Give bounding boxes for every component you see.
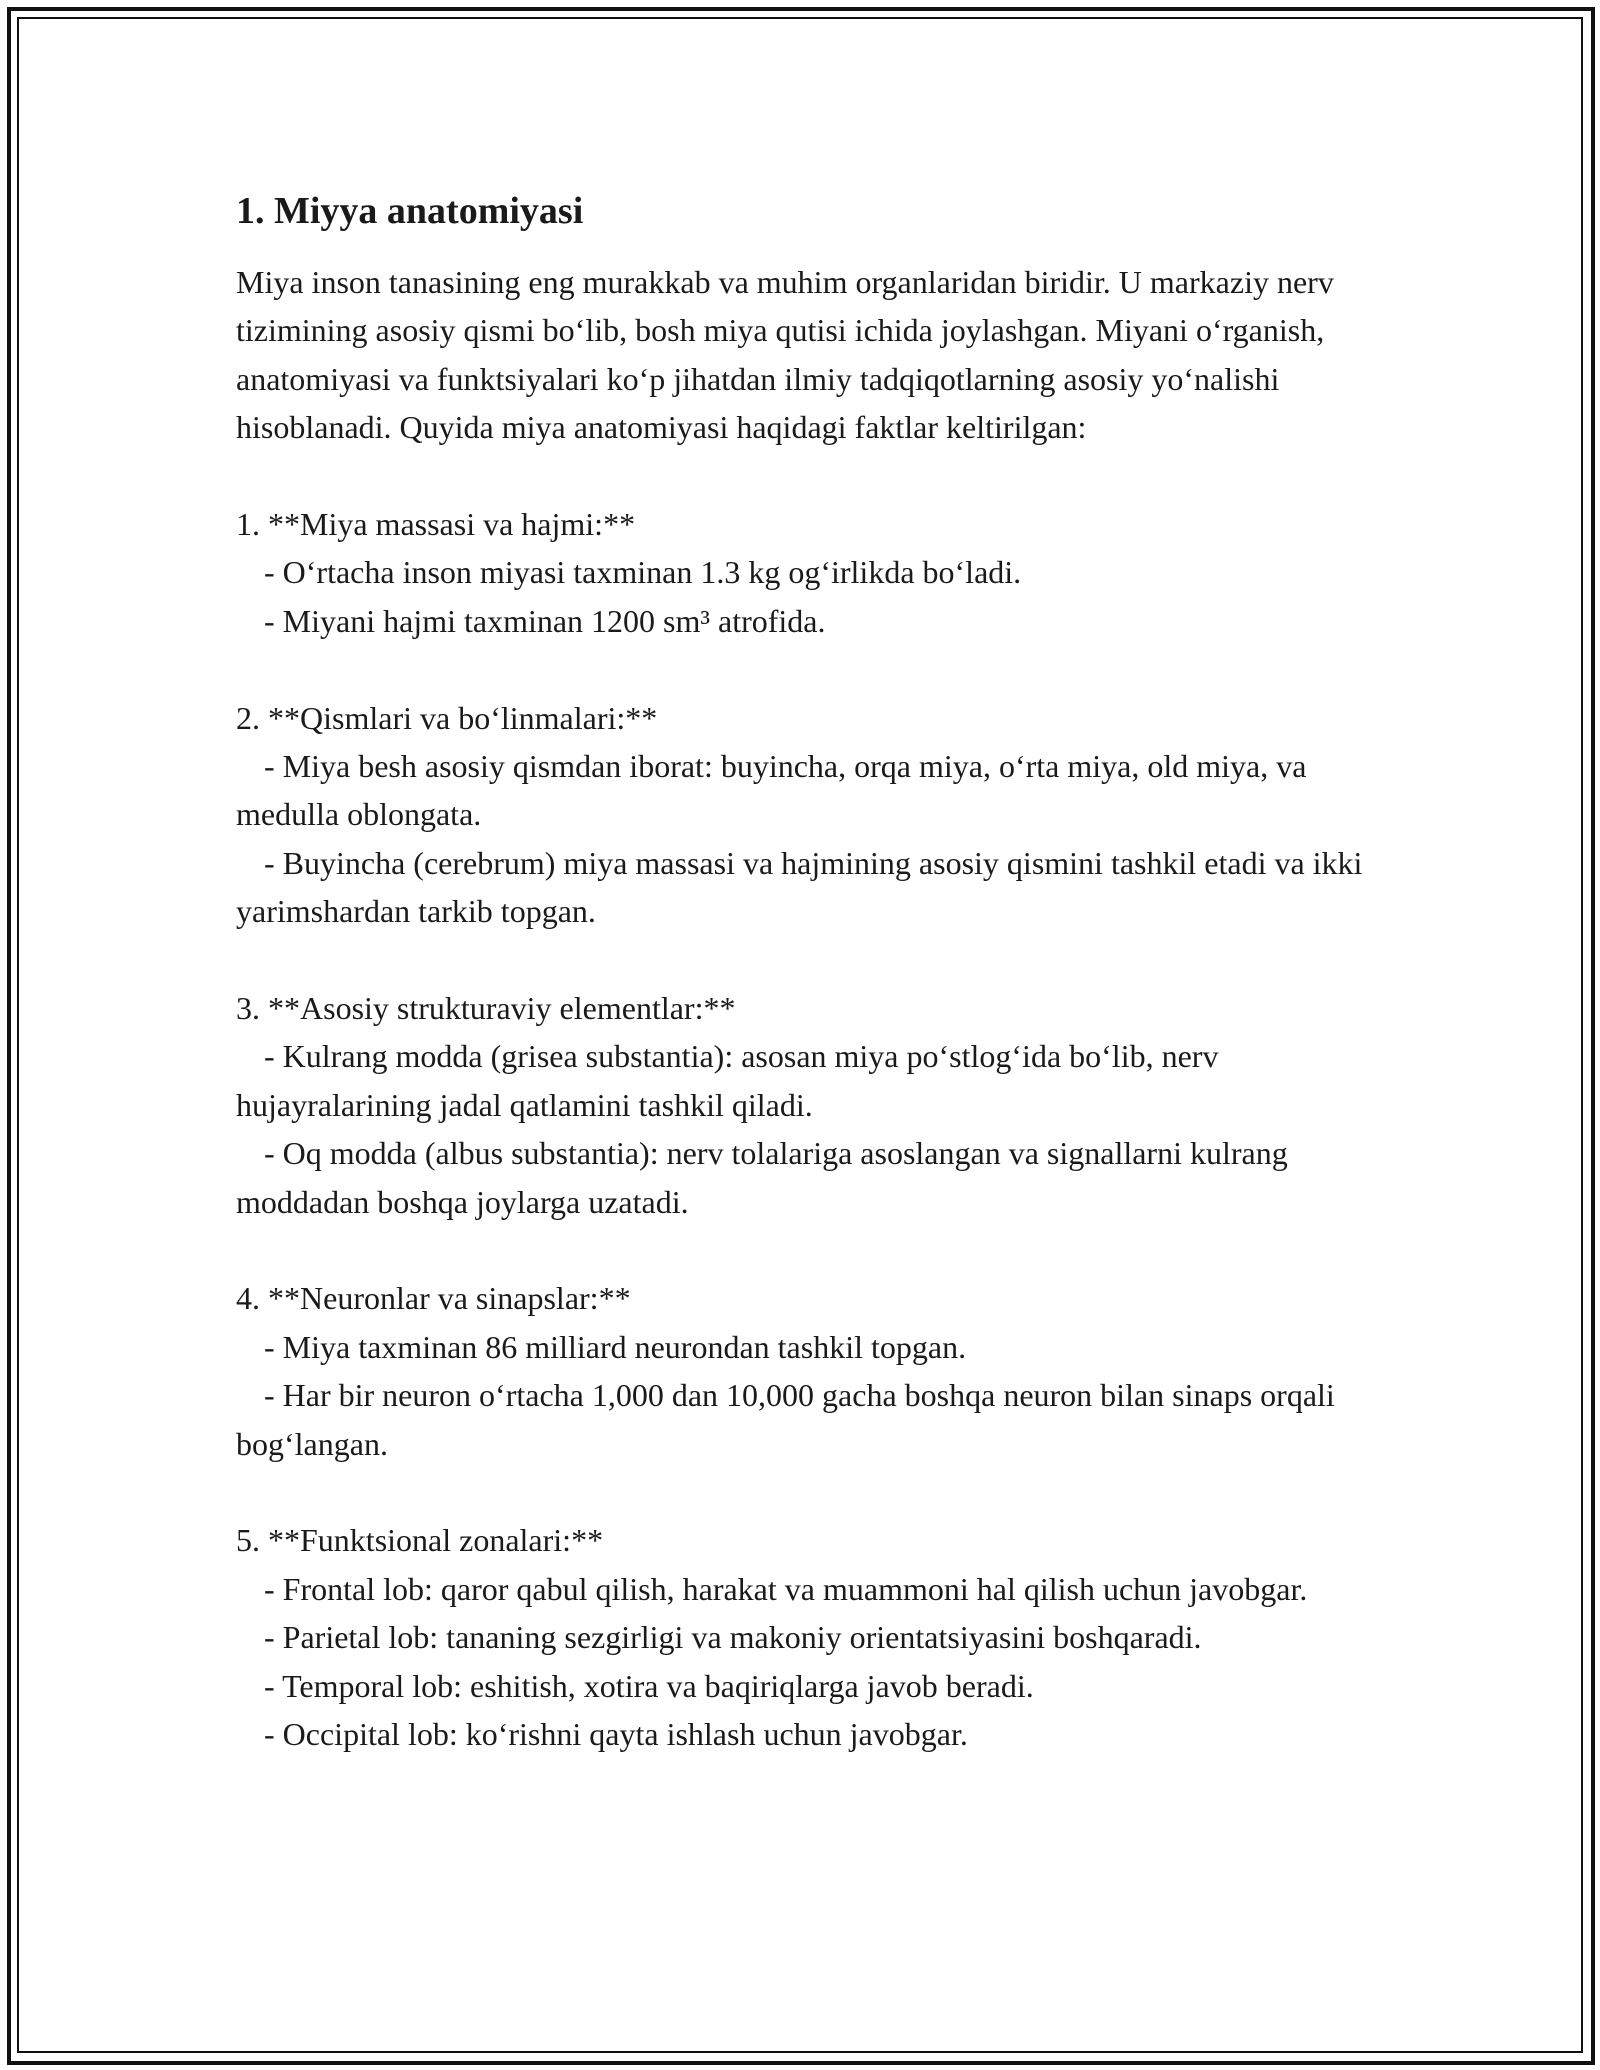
spacer: [236, 1468, 1366, 1516]
intro-paragraph: Miya inson tanasining eng murakkab va muhim organlaridan biridir. U markaziy nerv tizimining asosiy qismi bo‘lib, bosh miya qutisi ichida joylashgan. Miyani o‘rganish, anatomiyasi va funktsiyalari ko‘p jihatdan ilmiy tadqiqotlarning asosiy yo‘nalishi hisoblanadi. Quyida miya anatomiyasi haqidagi faktlar keltirilgan:: [236, 264, 1334, 446]
section-1: [236, 500, 1366, 645]
section-2: [236, 694, 1366, 936]
list-item: - Har bir neuron o‘rtacha 1,000 dan 10,000 gacha boshqa neuron bilan sinaps orqali bog‘langan.: [236, 1377, 1335, 1462]
section-3: [236, 984, 1366, 1226]
list-item: - O‘rtacha inson miyasi taxminan 1.3 kg og‘irlikda bo‘ladi.: [264, 554, 1022, 591]
list-item: - Miya taxminan 86 milliard neurondan tashkil topgan.: [264, 1328, 967, 1365]
document-body: [236, 184, 1366, 1759]
list-item: - Temporal lob: eshitish, xotira va baqiriqlarga javob beradi.: [264, 1667, 1034, 1704]
section-heading: 1. **Miya massasi va hajmi:**: [236, 506, 636, 543]
spacer: [236, 1226, 1366, 1274]
list-item: - Parietal lob: tananing sezgirligi va makoniy orientatsiyasini boshqaradi.: [264, 1619, 1202, 1656]
section-heading: 3. **Asosiy strukturaviy elementlar:**: [236, 990, 736, 1027]
list-item: - Kulrang modda (grisea substantia): asosan miya po‘stlog‘ida bo‘lib, nerv hujayralarining jadal qatlamini tashkil qiladi.: [236, 1038, 1219, 1123]
spacer: [236, 936, 1366, 984]
spacer: [236, 645, 1366, 693]
list-item: - Occipital lob: ko‘rishni qayta ishlash uchun javobgar.: [264, 1716, 968, 1753]
document-title: 1. Miyya anatomiyasi: [236, 190, 584, 232]
section-5: [236, 1516, 1366, 1758]
list-item: - Buyincha (cerebrum) miya massasi va hajmining asosiy qismini tashkil etadi va ikki yarimshardan tarkib topgan.: [236, 844, 1363, 930]
section-heading: 5. **Funktsional zonalari:**: [236, 1522, 604, 1559]
list-item: - Frontal lob: qaror qabul qilish, harakat va muammoni hal qilish uchun javobgar.: [264, 1570, 1308, 1607]
section-4: [236, 1274, 1366, 1468]
list-item: - Miya besh asosiy qismdan iborat: buyincha, orqa miya, o‘rta miya, old miya, va medulla oblongata.: [236, 748, 1307, 833]
spacer: [236, 452, 1366, 500]
section-heading: 4. **Neuronlar va sinapslar:**: [236, 1280, 631, 1317]
list-item: - Miyani hajmi taxminan 1200 sm³ atrofida.: [264, 602, 826, 639]
section-heading: 2. **Qismlari va bo‘linmalari:**: [236, 699, 658, 736]
list-item: - Oq modda (albus substantia): nerv tolalariga asoslangan va signallarni kulrang moddadan boshqa joylarga uzatadi.: [236, 1135, 1288, 1220]
